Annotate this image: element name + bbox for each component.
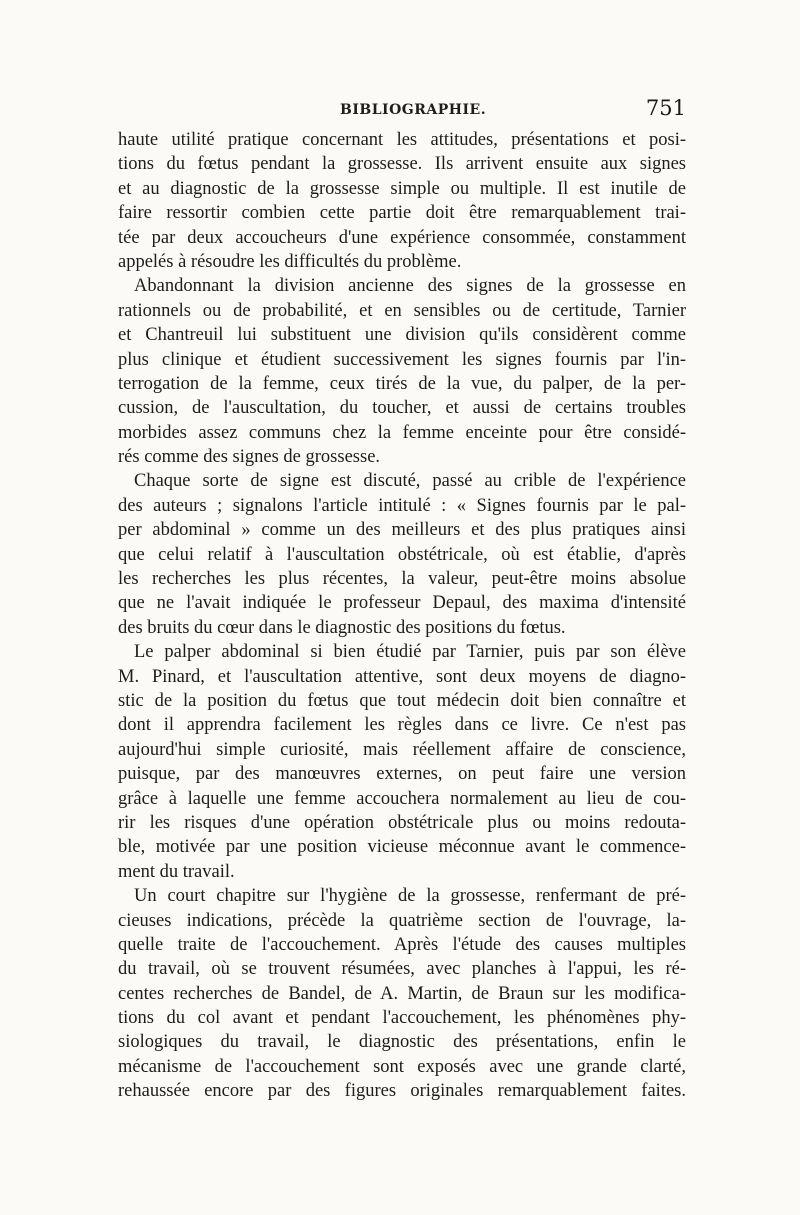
text-line: que ne l'avait indiquée le professeur Depaul, des maxima d'intensité bbox=[118, 593, 686, 614]
paragraph-2 bbox=[118, 274, 686, 469]
paragraph-3 bbox=[118, 469, 686, 640]
text-line: siologiques du travail, le diagnostic des présentations, enfin le bbox=[118, 1032, 686, 1053]
text-line: ment du travail. bbox=[118, 861, 235, 882]
text-line: des auteurs ; signalons l'article intitulé : « Signes fournis par le pal- bbox=[118, 495, 686, 516]
paragraph-1 bbox=[118, 128, 686, 274]
text-line: aujourd'hui simple curiosité, mais réellement affaire de conscience, bbox=[118, 739, 686, 760]
text-line: tions du col avant et pendant l'accouchement, les phénomènes phy- bbox=[118, 1008, 686, 1029]
text-line: mécanisme de l'accouchement sont exposés avec une grande clarté, bbox=[118, 1056, 686, 1077]
text-line: stic de la position du fœtus que tout médecin doit bien connaître et bbox=[118, 690, 686, 711]
text-line: grâce à laquelle une femme accouchera normalement au lieu de cou- bbox=[118, 788, 686, 809]
text-line: Un court chapitre sur l'hygiène de la grossesse, renfermant de pré- bbox=[134, 886, 686, 907]
text-line: M. Pinard, et l'auscultation attentive, sont deux moyens de diagno- bbox=[118, 666, 686, 687]
text-line: rir les risques d'une opération obstétricale plus ou moins redouta- bbox=[118, 812, 686, 833]
text-line: plus clinique et étudient successivement les signes fournis par l'in- bbox=[118, 349, 686, 370]
text-line: terrogation de la femme, ceux tirés de la vue, du palper, de la per- bbox=[118, 373, 686, 394]
text-line: Abandonnant la division ancienne des signes de la grossesse en bbox=[134, 276, 686, 297]
text-line: Chaque sorte de signe est discuté, passé au crible de l'expérience bbox=[134, 471, 686, 492]
text-line: cussion, de l'auscultation, du toucher, et aussi de certains troubles bbox=[118, 398, 686, 419]
text-line: rationnels ou de probabilité, et en sensibles ou de certitude, Tarnier bbox=[118, 300, 686, 321]
text-line: rehaussée encore par des figures originales remarquablement faites. bbox=[118, 1081, 686, 1102]
text-line: les recherches les plus récentes, la valeur, peut-être moins absolue bbox=[118, 569, 686, 590]
text-line: appelés à résoudre les difficultés du problème. bbox=[118, 251, 462, 272]
text-line: morbides assez communs chez la femme enceinte pour être considé- bbox=[118, 422, 686, 443]
text-line: du travail, où se trouvent résumées, avec planches à l'appui, les ré- bbox=[118, 959, 686, 980]
page-number: 751 bbox=[645, 96, 686, 120]
text-line: des bruits du cœur dans le diagnostic des positions du fœtus. bbox=[118, 617, 566, 638]
text-line: et au diagnostic de la grossesse simple ou multiple. Il est inutile de bbox=[118, 178, 686, 199]
text-line: puisque, par des manœuvres externes, on peut faire une version bbox=[118, 764, 686, 785]
text-line: faire ressortir combien cette partie doit être remarquablement trai- bbox=[118, 203, 686, 224]
text-line: que celui relatif à l'auscultation obstétricale, où est établie, d'après bbox=[118, 544, 686, 565]
text-line: et Chantreuil lui substituent une division qu'ils considèrent comme bbox=[118, 325, 686, 346]
text-line: ble, motivée par une position vicieuse méconnue avant le commence- bbox=[118, 837, 686, 858]
body-text bbox=[118, 128, 686, 1104]
text-line: tions du fœtus pendant la grossesse. Ils arrivent ensuite aux signes bbox=[118, 154, 686, 175]
running-title: BIBLIOGRAPHIE. bbox=[340, 102, 487, 118]
text-line: per abdominal » comme un des meilleurs et des plus pratiques ainsi bbox=[118, 520, 686, 541]
text-line: centes recherches de Bandel, de A. Martin, de Braun sur les modifica- bbox=[118, 983, 686, 1004]
paragraph-5 bbox=[118, 884, 686, 1104]
running-head bbox=[118, 96, 686, 126]
text-line: quelle traite de l'accouchement. Après l'étude des causes multiples bbox=[118, 934, 686, 955]
paragraph-4 bbox=[118, 640, 686, 884]
text-line: rés comme des signes de grossesse. bbox=[118, 447, 381, 468]
text-line: dont il apprendra facilement les règles dans ce livre. Ce n'est pas bbox=[118, 715, 686, 736]
text-line: tée par deux accoucheurs d'une expérience consommée, constamment bbox=[118, 227, 686, 248]
text-line: cieuses indications, précède la quatrième section de l'ouvrage, la- bbox=[118, 910, 686, 931]
text-line: haute utilité pratique concernant les attitudes, présentations et posi- bbox=[118, 130, 686, 150]
text-line: Le palper abdominal si bien étudié par Tarnier, puis par son élève bbox=[134, 642, 686, 663]
